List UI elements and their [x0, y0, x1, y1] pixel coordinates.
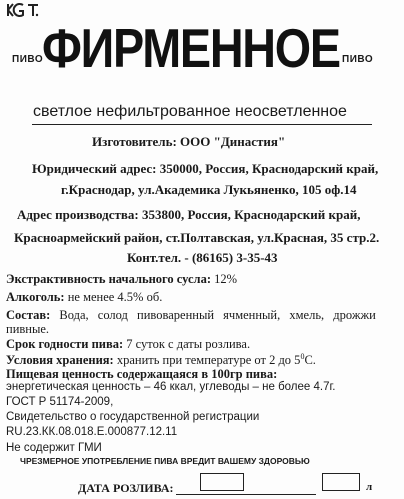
contact-phone: [127, 250, 278, 266]
composition-label: Состав:: [6, 308, 51, 322]
subtitle-underline: [32, 124, 372, 125]
gost-standard: ГОСТ Р 51174-2009,: [6, 396, 114, 408]
alcohol-label: Алкоголь:: [6, 290, 65, 304]
bottling-date-box: [200, 473, 244, 491]
storage-label: Условия хранения:: [6, 353, 114, 368]
shelf-life-label: Срок годности пива:: [6, 337, 124, 351]
manufacturer: Изготовитель: ООО "Династия": [92, 134, 286, 149]
production-address-line-2: Красноармейский район, ст.Полтавская, ул.Красная, 35 стр.2.: [14, 230, 380, 245]
pivo-label-left: ПИВО: [12, 54, 44, 65]
storage-row: [6, 352, 316, 368]
storage-value: хранить при температуре от 2 до $5^0С$.: [116, 352, 316, 368]
shelf-life-row: [6, 337, 250, 352]
health-warning: ЧРЕЗМЕРНОЕ УПОТРЕБЛЕНИЕ ПИВА ВРЕДИТ ВАШЕМУ ЗДОРОВЬЮ: [20, 456, 310, 466]
bottling-date-label: ДАТА РОЗЛИВА:: [78, 481, 174, 495]
brewery-logo-icon: [6, 2, 40, 18]
gmo-note: Не содержит ГМИ: [6, 442, 102, 454]
legal-address-line-2: г.Краснодар, ул.Академика Лукьяненко, 105 оф.14: [61, 182, 357, 197]
phone-label: Конт.тел. -: [127, 250, 189, 265]
extract-label: Экстрактивность начального сусла:: [6, 272, 211, 286]
composition-value-continued: пивные.: [6, 322, 50, 336]
volume-box: [322, 473, 360, 491]
extract-value: 12%: [214, 272, 238, 286]
bottling-date-line: [176, 494, 316, 495]
phone-number: (86165) 3-35-43: [191, 250, 278, 265]
extract-row: [6, 272, 237, 287]
composition-row: [6, 308, 376, 323]
composition-value: Вода, солод пивоваренный ячменный, хмель, дрожжи: [59, 308, 376, 322]
legal-address-line-1: Юридический адрес: 350000, Россия, Краснодарский край,: [32, 161, 379, 176]
energy-value: энергетическая ценность – 46 ккал, углеводы – не более 4.7г.: [6, 381, 336, 393]
alcohol-row: [6, 290, 162, 305]
alcohol-value: не менее 4.5% об.: [67, 290, 163, 304]
pivo-label-right: ПИВО: [342, 54, 374, 65]
brand-title: ФИРМЕННОЕ: [42, 17, 340, 79]
shelf-life-value: 7 суток с даты розлива.: [126, 337, 251, 351]
beer-description: светлое нефильтрованное неосветленное: [33, 103, 347, 120]
nutrition-heading: Пищевая ценность содержащаяся в 100гр пива:: [6, 367, 278, 381]
certificate-number: RU.23.КК.08.018.Е.000877.12.11: [6, 426, 178, 438]
litre-unit: л: [366, 481, 373, 493]
certificate-label: Свидетельство о государственной регистрации: [6, 411, 260, 423]
production-address-line-1: Адрес производства: 353800, Россия, Краснодарский край,: [17, 207, 361, 222]
degree-sup: 0: [300, 352, 305, 361]
